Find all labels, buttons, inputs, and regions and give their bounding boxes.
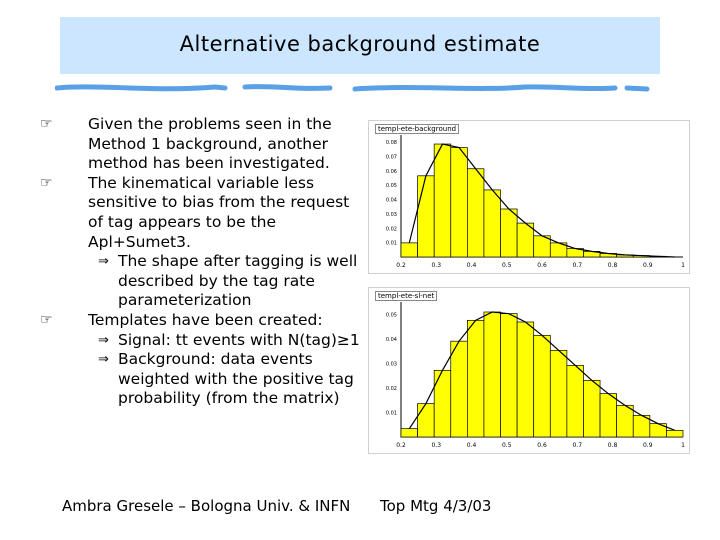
x-tick-label: 0.5 bbox=[501, 442, 512, 449]
x-tick-label: 0.3 bbox=[431, 262, 442, 269]
x-tick-label: 0.8 bbox=[607, 442, 618, 449]
histogram-bar bbox=[550, 350, 567, 437]
bullet-text: Signal: tt events with N(tag)≥1 bbox=[118, 330, 360, 349]
y-tick-label: 0.03 bbox=[385, 211, 397, 218]
x-tick-label: 0.4 bbox=[466, 442, 477, 449]
sub-bullet-item bbox=[20, 350, 360, 409]
histogram-bar bbox=[484, 190, 501, 257]
bullet-text: Templates have been created: bbox=[88, 310, 323, 329]
y-tick-label: 0.06 bbox=[385, 168, 397, 175]
histogram-bar bbox=[401, 429, 418, 437]
histogram-bar bbox=[451, 148, 468, 257]
x-tick-label: 0.2 bbox=[396, 442, 406, 449]
histogram-bar bbox=[501, 209, 518, 257]
implies-arrow-icon: ⇒ bbox=[98, 332, 109, 348]
histogram-bar bbox=[418, 176, 435, 257]
y-tick-label: 0.05 bbox=[385, 312, 397, 319]
histogram-bar bbox=[501, 314, 518, 437]
decorative-brush-stroke bbox=[55, 78, 650, 98]
x-tick-label: 0.6 bbox=[537, 442, 547, 449]
implies-arrow-icon: ⇒ bbox=[98, 254, 109, 270]
bullet-list bbox=[20, 115, 360, 409]
y-tick-label: 0.01 bbox=[385, 410, 397, 417]
x-tick-label: 0.2 bbox=[396, 262, 406, 269]
x-tick-label: 1 bbox=[681, 442, 685, 449]
histogram-svg bbox=[369, 288, 689, 453]
footer-author: Ambra Gresele – Bologna Univ. & INFN bbox=[62, 497, 351, 515]
histogram-bar bbox=[434, 144, 451, 257]
y-tick-label: 0.02 bbox=[385, 226, 397, 233]
histogram-bar bbox=[418, 404, 435, 437]
x-tick-label: 0.8 bbox=[607, 262, 618, 269]
histogram-bar bbox=[567, 365, 584, 437]
histogram-signal-template bbox=[368, 287, 690, 454]
x-tick-label: 0.7 bbox=[572, 262, 583, 269]
slide-title: Alternative background estimate bbox=[179, 32, 541, 56]
histogram-bar bbox=[600, 394, 617, 437]
histogram-bar bbox=[534, 335, 551, 437]
bullet-item bbox=[20, 115, 360, 174]
histogram-bar bbox=[534, 236, 551, 257]
sub-bullet-item bbox=[20, 252, 360, 311]
bullet-text: Background: data events weighted with the positive tag probability (from the matrix) bbox=[118, 350, 354, 408]
histogram-bar bbox=[434, 370, 451, 437]
footer-meeting: Top Mtg 4/3/03 bbox=[380, 497, 492, 515]
bullet-item bbox=[20, 174, 360, 252]
x-tick-label: 0.7 bbox=[572, 442, 583, 449]
histogram-bar bbox=[484, 312, 501, 437]
x-tick-label: 0.5 bbox=[501, 262, 512, 269]
sub-bullet-item bbox=[20, 331, 360, 351]
pointing-hand-icon: ☞ bbox=[40, 174, 53, 191]
x-tick-label: 0.9 bbox=[642, 442, 653, 449]
x-tick-label: 0.9 bbox=[642, 262, 653, 269]
bullet-text: The shape after tagging is well described by the tag rate parameterization bbox=[118, 252, 358, 310]
implies-arrow-icon: ⇒ bbox=[98, 352, 109, 368]
x-tick-label: 1 bbox=[681, 262, 685, 269]
x-tick-label: 0.3 bbox=[431, 442, 442, 449]
legend-label: templ-ete-sl-net bbox=[375, 291, 437, 301]
y-tick-label: 0.03 bbox=[385, 361, 397, 368]
histogram-bar bbox=[583, 380, 600, 437]
x-tick-label: 0.4 bbox=[466, 262, 477, 269]
y-tick-label: 0.08 bbox=[385, 140, 397, 147]
legend-label: templ-ete-background bbox=[375, 124, 459, 134]
bullet-text: Given the problems seen in the Method 1 background, another method has been investigated. bbox=[88, 115, 332, 173]
y-tick-label: 0.04 bbox=[385, 197, 397, 204]
y-tick-label: 0.04 bbox=[385, 336, 397, 343]
histogram-bar bbox=[617, 405, 634, 437]
pointing-hand-icon: ☞ bbox=[40, 116, 53, 132]
histogram-bar bbox=[517, 322, 534, 437]
y-tick-label: 0.01 bbox=[385, 240, 397, 247]
y-tick-label: 0.02 bbox=[385, 385, 397, 392]
histogram-bar bbox=[401, 243, 418, 257]
histogram-bar bbox=[467, 320, 484, 437]
histogram-background-template bbox=[368, 120, 690, 274]
y-tick-label: 0.05 bbox=[385, 183, 397, 190]
histogram-bar bbox=[467, 169, 484, 257]
x-tick-label: 0.6 bbox=[537, 262, 547, 269]
histogram-svg bbox=[369, 121, 689, 273]
bullet-text: The kinematical variable less sensitive to bias from the request of tag appears to be the Apl+Sumet3. bbox=[88, 173, 350, 251]
y-tick-label: 0.07 bbox=[385, 154, 397, 161]
title-banner bbox=[60, 17, 660, 74]
pointing-hand-icon: ☞ bbox=[40, 311, 53, 328]
histogram-bar bbox=[666, 430, 683, 437]
histogram-bar bbox=[451, 341, 468, 437]
bullet-item bbox=[20, 311, 360, 331]
